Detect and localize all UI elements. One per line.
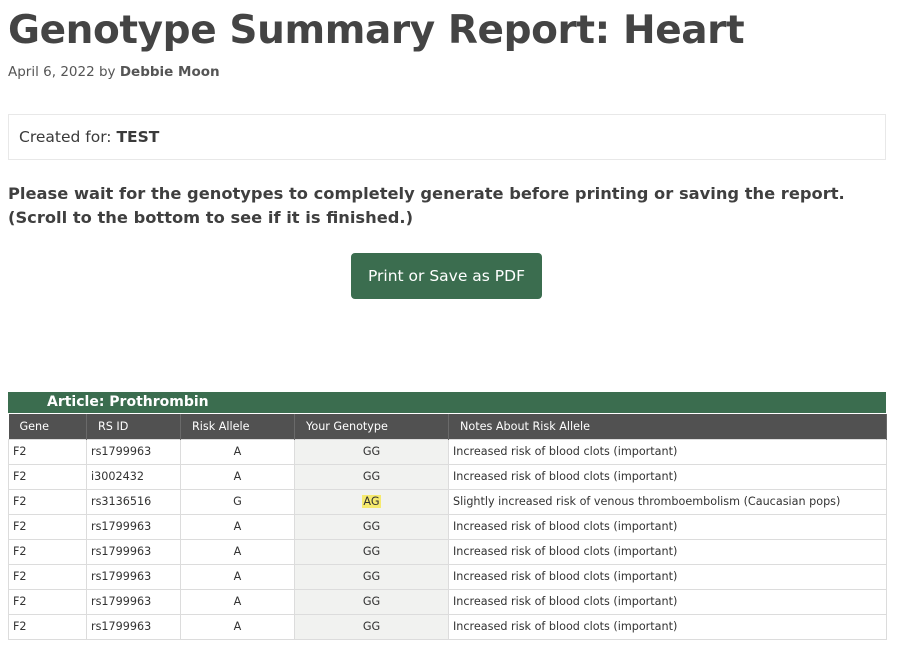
post-meta [8,64,220,80]
gene-cell: F2 [9,589,87,614]
rs-id-cell: rs1799963 [87,589,181,614]
page-title: Genotype Summary Report: Heart [8,8,745,53]
header-risk-allele: Risk Allele [181,414,295,439]
article-heading [8,392,886,413]
created-for-box [8,114,886,160]
gene-cell: F2 [9,564,87,589]
rs-id-cell: i3002432 [87,464,181,489]
genotype-cell [295,564,449,589]
genotype-value: GG [362,545,381,558]
table-row [9,614,887,639]
rs-id-cell: rs1799963 [87,539,181,564]
genotype-value: GG [362,620,381,633]
table-row [9,539,887,564]
genotype-cell [295,439,449,464]
gene-cell: F2 [9,514,87,539]
gene-cell: F2 [9,489,87,514]
genotype-cell [295,539,449,564]
genotype-value: GG [362,595,381,608]
genotype-value: GG [362,445,381,458]
article-label: Article: Prothrombin [47,394,209,410]
table-row [9,589,887,614]
created-for-name: TEST [116,128,160,146]
print-pdf-button[interactable]: Print or Save as PDF [351,253,542,299]
genotype-value: GG [362,570,381,583]
notes-cell: Increased risk of blood clots (important) [449,564,887,589]
genotype-value-highlighted: AG [363,495,380,508]
notes-cell: Increased risk of blood clots (important) [449,614,887,639]
genotype-value: GG [362,520,381,533]
header-notes: Notes About Risk Allele [449,414,887,439]
genotype-table [8,414,887,640]
notes-cell: Increased risk of blood clots (important) [449,439,887,464]
genotype-cell [295,489,449,514]
notes-cell: Increased risk of blood clots (important) [449,539,887,564]
notes-cell: Increased risk of blood clots (important) [449,464,887,489]
generation-notice: Please wait for the genotypes to completely generate before printing or saving the report. (Scroll to the bottom to see if it is finished.) [8,184,845,227]
header-your-genotype: Your Genotype [295,414,449,439]
table-row [9,514,887,539]
gene-cell: F2 [9,464,87,489]
risk-allele-cell: A [181,564,295,589]
table-row [9,439,887,464]
notes-cell: Slightly increased risk of venous thromboembolism (Caucasian pops) [449,489,887,514]
gene-cell: F2 [9,539,87,564]
rs-id-cell: rs3136516 [87,489,181,514]
rs-id-cell: rs1799963 [87,614,181,639]
risk-allele-cell: A [181,464,295,489]
risk-allele-cell: A [181,514,295,539]
table-row [9,464,887,489]
table-header-row [9,414,887,439]
post-date[interactable]: April 6, 2022 [8,64,95,80]
rs-id-cell: rs1799963 [87,439,181,464]
genotype-cell [295,514,449,539]
genotype-cell [295,464,449,489]
table-row [9,489,887,514]
gene-cell: F2 [9,614,87,639]
post-author[interactable]: Debbie Moon [119,64,220,80]
genotype-value: GG [362,470,381,483]
genotype-cell [295,589,449,614]
rs-id-cell: rs1799963 [87,564,181,589]
post-by-label: by [98,64,116,80]
created-for-label: Created for: [19,128,112,146]
risk-allele-cell: A [181,439,295,464]
risk-allele-cell: A [181,614,295,639]
header-gene: Gene [9,414,87,439]
risk-allele-cell: A [181,539,295,564]
gene-cell: F2 [9,439,87,464]
risk-allele-cell: A [181,589,295,614]
notes-cell: Increased risk of blood clots (important) [449,514,887,539]
genotype-cell [295,614,449,639]
table-row [9,564,887,589]
risk-allele-cell: G [181,489,295,514]
header-rs-id: RS ID [87,414,181,439]
notes-cell: Increased risk of blood clots (important) [449,589,887,614]
rs-id-cell: rs1799963 [87,514,181,539]
